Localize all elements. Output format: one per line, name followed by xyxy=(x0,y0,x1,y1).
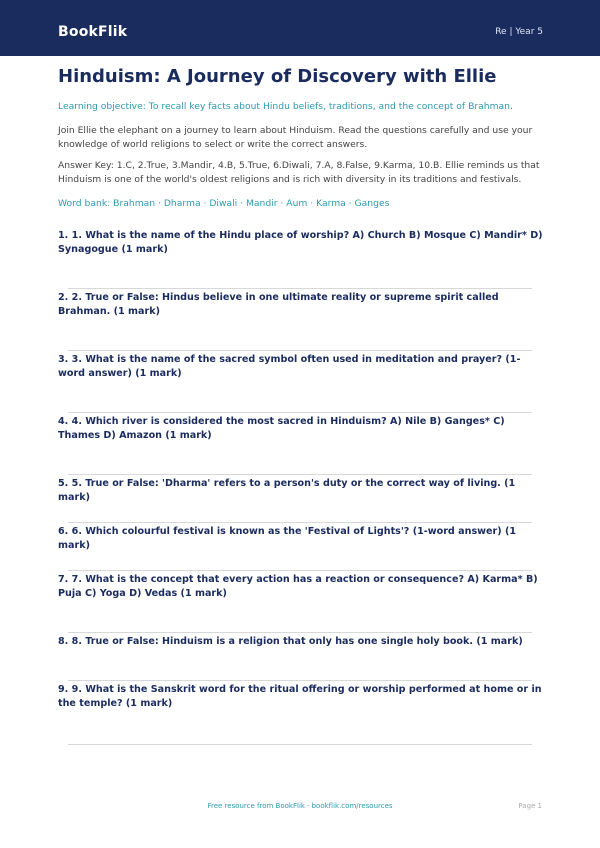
answer-line-6[interactable] xyxy=(68,570,532,571)
answer-line-3[interactable] xyxy=(68,412,532,413)
answer-line-1[interactable] xyxy=(68,288,532,289)
question-9: 9. 9. What is the Sanskrit word for the ritual offering or worship performed at home or in the temple? (1 mark) xyxy=(58,684,542,709)
question-8: 8. 8. True or False: Hinduism is a religion that only has one single holy book. (1 mark) xyxy=(58,636,523,647)
intro-text: Join Ellie the elephant on a journey to learn about Hinduism. Read the questions carefully and use your knowledge of world religions to select or write the correct answers. xyxy=(58,125,533,150)
question-5: 5. 5. True or False: 'Dharma' refers to a person's duty or the correct way of living. (1 mark) xyxy=(58,478,516,503)
word-bank: Word bank: Brahman · Dharma · Diwali · Mandir · Aum · Karma · Ganges xyxy=(58,198,390,209)
question-4: 4. 4. Which river is considered the most sacred in Hinduism? A) Nile B) Ganges* C) Thames D) Amazon (1 mark) xyxy=(58,416,505,441)
brand-logo[interactable]: BookFlik xyxy=(58,24,128,40)
answer-line-8[interactable] xyxy=(68,680,532,681)
header-bar xyxy=(0,0,600,56)
question-6: 6. 6. Which colourful festival is known as the 'Festival of Lights'? (1-word answer) (1 mark) xyxy=(58,526,517,551)
question-3: 3. 3. What is the name of the sacred symbol often used in meditation and prayer? (1-word answer) (1 mark) xyxy=(58,354,521,379)
question-1: 1. 1. What is the name of the Hindu place of worship? A) Church B) Mosque C) Mandir* D) Synagogue (1 mark) xyxy=(58,230,543,255)
answer-line-7[interactable] xyxy=(68,632,532,633)
page-number: Page 1 xyxy=(518,802,542,810)
subject-year-label: Re | Year 5 xyxy=(495,27,543,37)
answer-line-4[interactable] xyxy=(68,474,532,475)
answer-line-9[interactable] xyxy=(68,744,532,745)
answer-line-2[interactable] xyxy=(68,350,532,351)
question-2: 2. 2. True or False: Hindus believe in one ultimate reality or supreme spirit called Brahman. (1 mark) xyxy=(58,292,499,317)
question-7: 7. 7. What is the concept that every action has a reaction or consequence? A) Karma* B) Puja C) Yoga D) Vedas (1 mark) xyxy=(58,574,538,599)
answer-key: Answer Key: 1.C, 2.True, 3.Mandir, 4.B, 5.True, 6.Diwali, 7.A, 8.False, 9.Karma, 10.B. Ellie reminds us that Hinduism is one of the world's oldest religions and is rich with diversity in its traditions and festivals. xyxy=(58,160,540,185)
answer-line-5[interactable] xyxy=(68,522,532,523)
page-title: Hinduism: A Journey of Discovery with Ellie xyxy=(58,66,497,87)
footer-resource-link[interactable]: Free resource from BookFlik · bookflik.com/resources xyxy=(207,802,393,810)
learning-objective: Learning objective: To recall key facts about Hindu beliefs, traditions, and the concept of Brahman. xyxy=(58,101,513,112)
